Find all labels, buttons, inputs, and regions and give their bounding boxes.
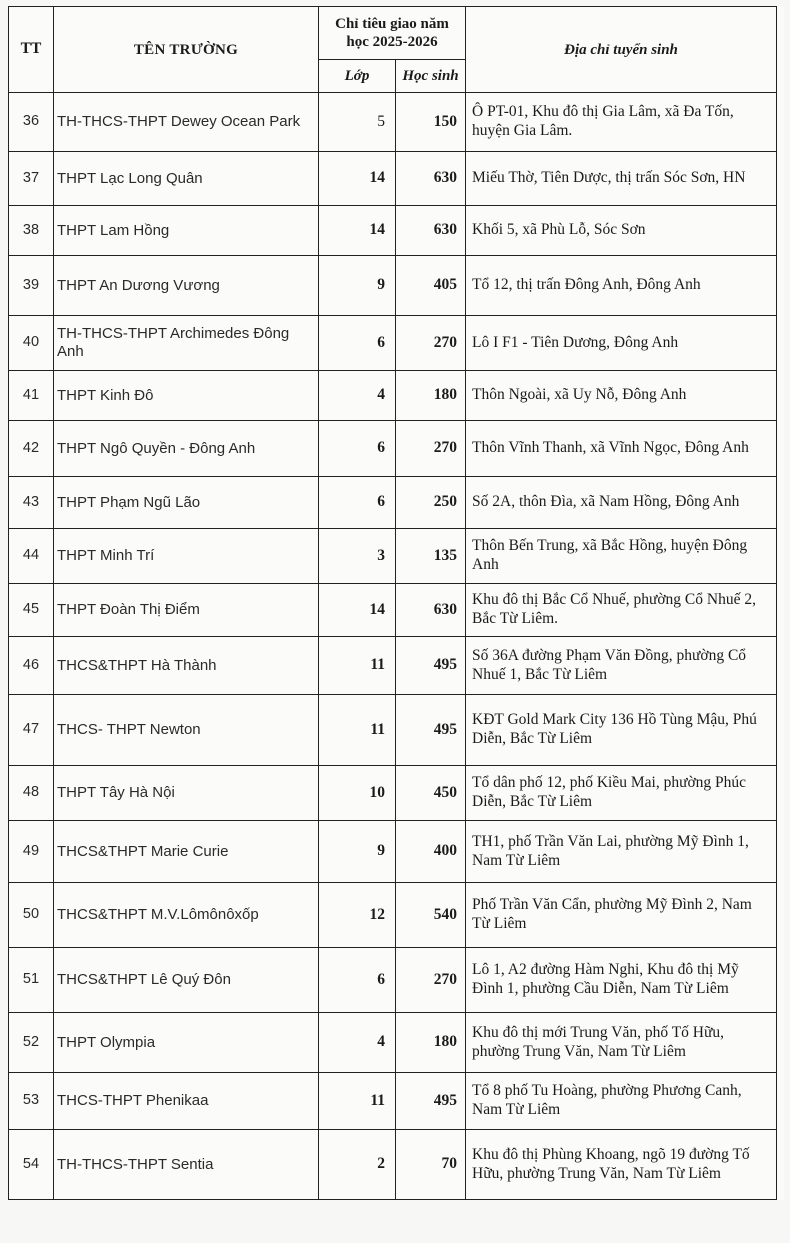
table-row [9, 695, 777, 766]
class-count: 14 [319, 584, 396, 637]
school-name: THCS&THPT M.V.Lômônôxốp [54, 883, 319, 948]
school-name: THPT Kinh Đô [54, 371, 319, 421]
school-name: TH-THCS-THPT Dewey Ocean Park [54, 93, 319, 152]
admission-address: Khu đô thị mới Trung Văn, phố Tố Hữu, phường Trung Văn, Nam Từ Liêm [466, 1013, 777, 1073]
table-row [9, 1130, 777, 1200]
header-tt: TT [9, 7, 54, 93]
class-count: 11 [319, 1073, 396, 1130]
student-count: 180 [396, 371, 466, 421]
table-row [9, 206, 777, 256]
class-count: 9 [319, 256, 396, 316]
school-name: THPT Lam Hồng [54, 206, 319, 256]
table-body [9, 93, 777, 1200]
school-name: TH-THCS-THPT Archimedes Đông Anh [54, 316, 319, 371]
school-name: THPT Olympia [54, 1013, 319, 1073]
school-name: THPT Ngô Quyền - Đông Anh [54, 421, 319, 477]
admission-address: Khu đô thị Phùng Khoang, ngõ 19 đường Tố Hữu, phường Trung Văn, Nam Từ Liêm [466, 1130, 777, 1200]
student-count: 270 [396, 316, 466, 371]
admission-address: Tổ 12, thị trấn Đông Anh, Đông Anh [466, 256, 777, 316]
student-count: 630 [396, 152, 466, 206]
row-number: 52 [9, 1013, 54, 1073]
school-name: THPT Tây Hà Nội [54, 766, 319, 821]
admission-address: Số 36A đường Phạm Văn Đồng, phường Cổ Nhuế 1, Bắc Từ Liêm [466, 637, 777, 695]
row-number: 43 [9, 477, 54, 529]
table-row [9, 256, 777, 316]
class-count: 6 [319, 421, 396, 477]
row-number: 39 [9, 256, 54, 316]
school-quota-table [8, 6, 777, 1200]
row-number: 44 [9, 529, 54, 584]
school-name: THCS-THPT Phenikaa [54, 1073, 319, 1130]
table-row [9, 371, 777, 421]
school-name: THPT Minh Trí [54, 529, 319, 584]
student-count: 540 [396, 883, 466, 948]
table-row [9, 1073, 777, 1130]
admission-address: Thôn Ngoài, xã Uy Nỗ, Đông Anh [466, 371, 777, 421]
admission-address: Khối 5, xã Phù Lỗ, Sóc Sơn [466, 206, 777, 256]
table-row [9, 421, 777, 477]
student-count: 495 [396, 695, 466, 766]
header-school-name: TÊN TRƯỜNG [54, 7, 319, 93]
class-count: 6 [319, 477, 396, 529]
row-number: 41 [9, 371, 54, 421]
school-name: TH-THCS-THPT Sentia [54, 1130, 319, 1200]
table-row [9, 637, 777, 695]
admission-address: Miếu Thờ, Tiên Dược, thị trấn Sóc Sơn, HN [466, 152, 777, 206]
student-count: 495 [396, 637, 466, 695]
class-count: 10 [319, 766, 396, 821]
class-count: 3 [319, 529, 396, 584]
class-count: 14 [319, 152, 396, 206]
admission-address: Lô I F1 - Tiên Dương, Đông Anh [466, 316, 777, 371]
school-name: THCS&THPT Hà Thành [54, 637, 319, 695]
school-name: THPT Đoàn Thị Điểm [54, 584, 319, 637]
admission-address: Thôn Bến Trung, xã Bắc Hồng, huyện Đông Anh [466, 529, 777, 584]
admission-address: Tổ 8 phố Tu Hoàng, phường Phương Canh, Nam Từ Liêm [466, 1073, 777, 1130]
admission-address: Ô PT-01, Khu đô thị Gia Lâm, xã Đa Tốn, huyện Gia Lâm. [466, 93, 777, 152]
header-classes: Lớp [319, 60, 396, 93]
student-count: 630 [396, 206, 466, 256]
school-name: THPT Lạc Long Quân [54, 152, 319, 206]
student-count: 630 [396, 584, 466, 637]
row-number: 48 [9, 766, 54, 821]
class-count: 9 [319, 821, 396, 883]
class-count: 11 [319, 637, 396, 695]
class-count: 6 [319, 948, 396, 1013]
row-number: 50 [9, 883, 54, 948]
school-name: THCS&THPT Marie Curie [54, 821, 319, 883]
row-number: 40 [9, 316, 54, 371]
table-row [9, 152, 777, 206]
student-count: 250 [396, 477, 466, 529]
admission-address: Tổ dân phố 12, phố Kiều Mai, phường Phúc Diễn, Bắc Từ Liêm [466, 766, 777, 821]
student-count: 270 [396, 948, 466, 1013]
student-count: 180 [396, 1013, 466, 1073]
student-count: 400 [396, 821, 466, 883]
row-number: 42 [9, 421, 54, 477]
student-count: 270 [396, 421, 466, 477]
class-count: 6 [319, 316, 396, 371]
class-count: 4 [319, 371, 396, 421]
school-name: THCS- THPT Newton [54, 695, 319, 766]
row-number: 54 [9, 1130, 54, 1200]
class-count: 11 [319, 695, 396, 766]
table-row [9, 883, 777, 948]
header-students: Học sinh [396, 60, 466, 93]
student-count: 70 [396, 1130, 466, 1200]
school-name: THPT Phạm Ngũ Lão [54, 477, 319, 529]
admission-address: KĐT Gold Mark City 136 Hồ Tùng Mậu, Phú Diễn, Bắc Từ Liêm [466, 695, 777, 766]
table-row [9, 316, 777, 371]
row-number: 45 [9, 584, 54, 637]
admission-address: TH1, phố Trần Văn Lai, phường Mỹ Đình 1, Nam Từ Liêm [466, 821, 777, 883]
document-page [8, 6, 784, 1200]
class-count: 5 [319, 93, 396, 152]
admission-address: Thôn Vĩnh Thanh, xã Vĩnh Ngọc, Đông Anh [466, 421, 777, 477]
row-number: 49 [9, 821, 54, 883]
table-row [9, 93, 777, 152]
row-number: 36 [9, 93, 54, 152]
row-number: 53 [9, 1073, 54, 1130]
table-row [9, 477, 777, 529]
header-quota: Chỉ tiêu giao năm học 2025-2026 [319, 7, 466, 60]
class-count: 2 [319, 1130, 396, 1200]
table-row [9, 529, 777, 584]
row-number: 37 [9, 152, 54, 206]
row-number: 38 [9, 206, 54, 256]
row-number: 51 [9, 948, 54, 1013]
admission-address: Khu đô thị Bắc Cổ Nhuế, phường Cổ Nhuế 2, Bắc Từ Liêm. [466, 584, 777, 637]
student-count: 405 [396, 256, 466, 316]
table-row [9, 584, 777, 637]
class-count: 14 [319, 206, 396, 256]
school-name: THCS&THPT Lê Quý Đôn [54, 948, 319, 1013]
admission-address: Số 2A, thôn Đìa, xã Nam Hồng, Đông Anh [466, 477, 777, 529]
student-count: 135 [396, 529, 466, 584]
table-row [9, 948, 777, 1013]
table-row [9, 821, 777, 883]
class-count: 12 [319, 883, 396, 948]
student-count: 450 [396, 766, 466, 821]
school-name: THPT An Dương Vương [54, 256, 319, 316]
header-address: Địa chỉ tuyển sinh [466, 7, 777, 93]
student-count: 150 [396, 93, 466, 152]
class-count: 4 [319, 1013, 396, 1073]
student-count: 495 [396, 1073, 466, 1130]
row-number: 46 [9, 637, 54, 695]
row-number: 47 [9, 695, 54, 766]
admission-address: Lô 1, A2 đường Hàm Nghi, Khu đô thị Mỹ Đình 1, phường Cầu Diễn, Nam Từ Liêm [466, 948, 777, 1013]
table-row [9, 766, 777, 821]
admission-address: Phố Trần Văn Cẩn, phường Mỹ Đình 2, Nam Từ Liêm [466, 883, 777, 948]
table-row [9, 1013, 777, 1073]
